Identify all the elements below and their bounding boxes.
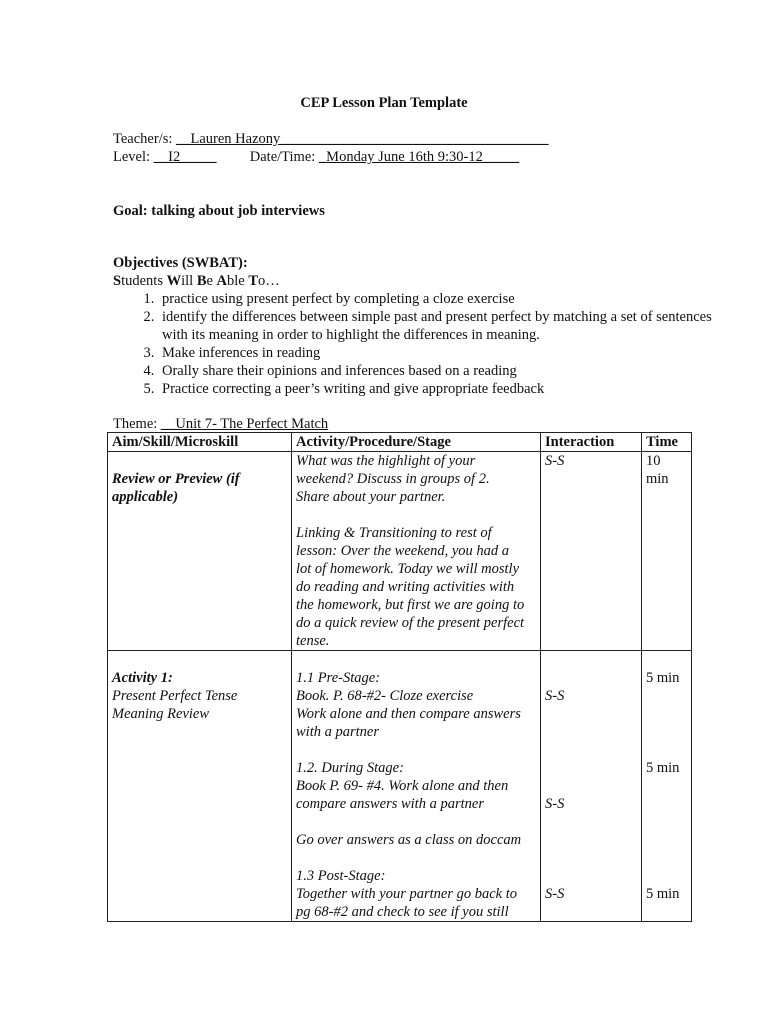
objective-item: 4. Orally share their opinions and inferences based on a reading: [158, 362, 718, 380]
lesson-plan-table: [107, 432, 692, 922]
table-header-row: [108, 433, 692, 452]
activity-line: lesson: Over the weekend, you had a: [296, 543, 510, 559]
datetime-label: Date/Time:: [249, 149, 316, 165]
interaction-text: S-S: [545, 453, 565, 469]
activity-line: 1.1 Pre-Stage:: [296, 670, 381, 686]
objectives-heading: Objectives (SWBAT):: [113, 255, 248, 271]
goal: Goal: talking about job interviews: [113, 203, 325, 219]
swbat-line: Students Will Be Able To…: [113, 273, 280, 289]
activity-line: Book. P. 68-#2- Cloze exercise: [296, 688, 474, 704]
datetime-value: _Monday June 16th 9:30-12_____: [318, 149, 520, 165]
activity-line: the homework, but first we are going to: [296, 597, 525, 613]
activity-line: do a quick review of the present perfect: [296, 615, 525, 631]
activity-line: 1.3 Post-Stage:: [296, 868, 386, 884]
interaction-text: S-S: [545, 796, 565, 812]
aim-line: Meaning Review: [112, 706, 210, 722]
time-cell: [642, 452, 692, 651]
time-text: 10: [646, 453, 661, 469]
interaction-text: S-S: [545, 688, 565, 704]
time-text: 5 min: [646, 670, 680, 686]
theme-label: Theme:: [113, 416, 158, 432]
level-line: [113, 148, 519, 166]
teacher-line: [113, 130, 549, 148]
document-title: CEP Lesson Plan Template: [300, 95, 468, 111]
time-text: 5 min: [646, 886, 680, 902]
time-text: 5 min: [646, 760, 680, 776]
theme-value: __Unit 7- The Perfect Match: [160, 416, 329, 432]
table-row: [108, 452, 692, 651]
theme-line: [113, 415, 328, 433]
aim-title: Activity 1:: [112, 670, 173, 686]
activity-line: do reading and writing activities with: [296, 579, 515, 595]
level-value: __I2_____: [153, 149, 217, 165]
activity-cell: [292, 651, 541, 922]
activity-line: 1.2. During Stage:: [296, 760, 404, 776]
activity-line: pg 68-#2 and check to see if you still: [296, 904, 509, 920]
aim-cell: [108, 452, 292, 651]
interaction-cell: [541, 452, 642, 651]
activity-line: Linking & Transitioning to rest of: [296, 525, 492, 541]
time-text: min: [646, 471, 669, 487]
activity-line: Book P. 69- #4. Work alone and then: [296, 778, 509, 794]
objective-item: 1. practice using present perfect by completing a cloze exercise: [158, 290, 718, 308]
teacher-value: __Lauren Hazony_____________________________________: [176, 131, 549, 147]
column-header: Aim/Skill/Microskill: [108, 433, 292, 452]
column-header: Activity/Procedure/Stage: [292, 433, 541, 452]
interaction-text: S-S: [545, 886, 565, 902]
level-label: Level:: [113, 149, 151, 165]
activity-line: weekend? Discuss in groups of 2.: [296, 471, 490, 487]
activity-line: lot of homework. Today we will mostly: [296, 561, 520, 577]
aim-text: Review or Preview (if applicable): [112, 471, 240, 505]
objectives-list: [113, 290, 718, 398]
aim-cell: [108, 651, 292, 922]
objective-item: 5. Practice correcting a peer’s writing and give appropriate feedback: [158, 380, 718, 398]
activity-line: tense.: [296, 633, 330, 649]
objective-item: 3. Make inferences in reading: [158, 344, 718, 362]
table-row: [108, 651, 692, 922]
activity-cell: [292, 452, 541, 651]
activity-line: Go over answers as a class on doccam: [296, 832, 522, 848]
time-cell: [642, 651, 692, 922]
activity-line: compare answers with a partner: [296, 796, 484, 812]
column-header: Time: [642, 433, 692, 452]
activity-line: Together with your partner go back to: [296, 886, 517, 902]
activity-line: with a partner: [296, 724, 379, 740]
activity-line: Share about your partner.: [296, 489, 446, 505]
aim-line: Present Perfect Tense: [112, 688, 238, 704]
activity-line: Work alone and then compare answers: [296, 706, 521, 722]
activity-line: What was the highlight of your: [296, 453, 476, 469]
interaction-cell: [541, 651, 642, 922]
teacher-label: Teacher/s:: [113, 131, 173, 147]
objective-item: 2. identify the differences between simple past and present perfect by matching a set of sentences with its meaning in order to highlight the differences in meaning.: [158, 308, 718, 344]
column-header: Interaction: [541, 433, 642, 452]
